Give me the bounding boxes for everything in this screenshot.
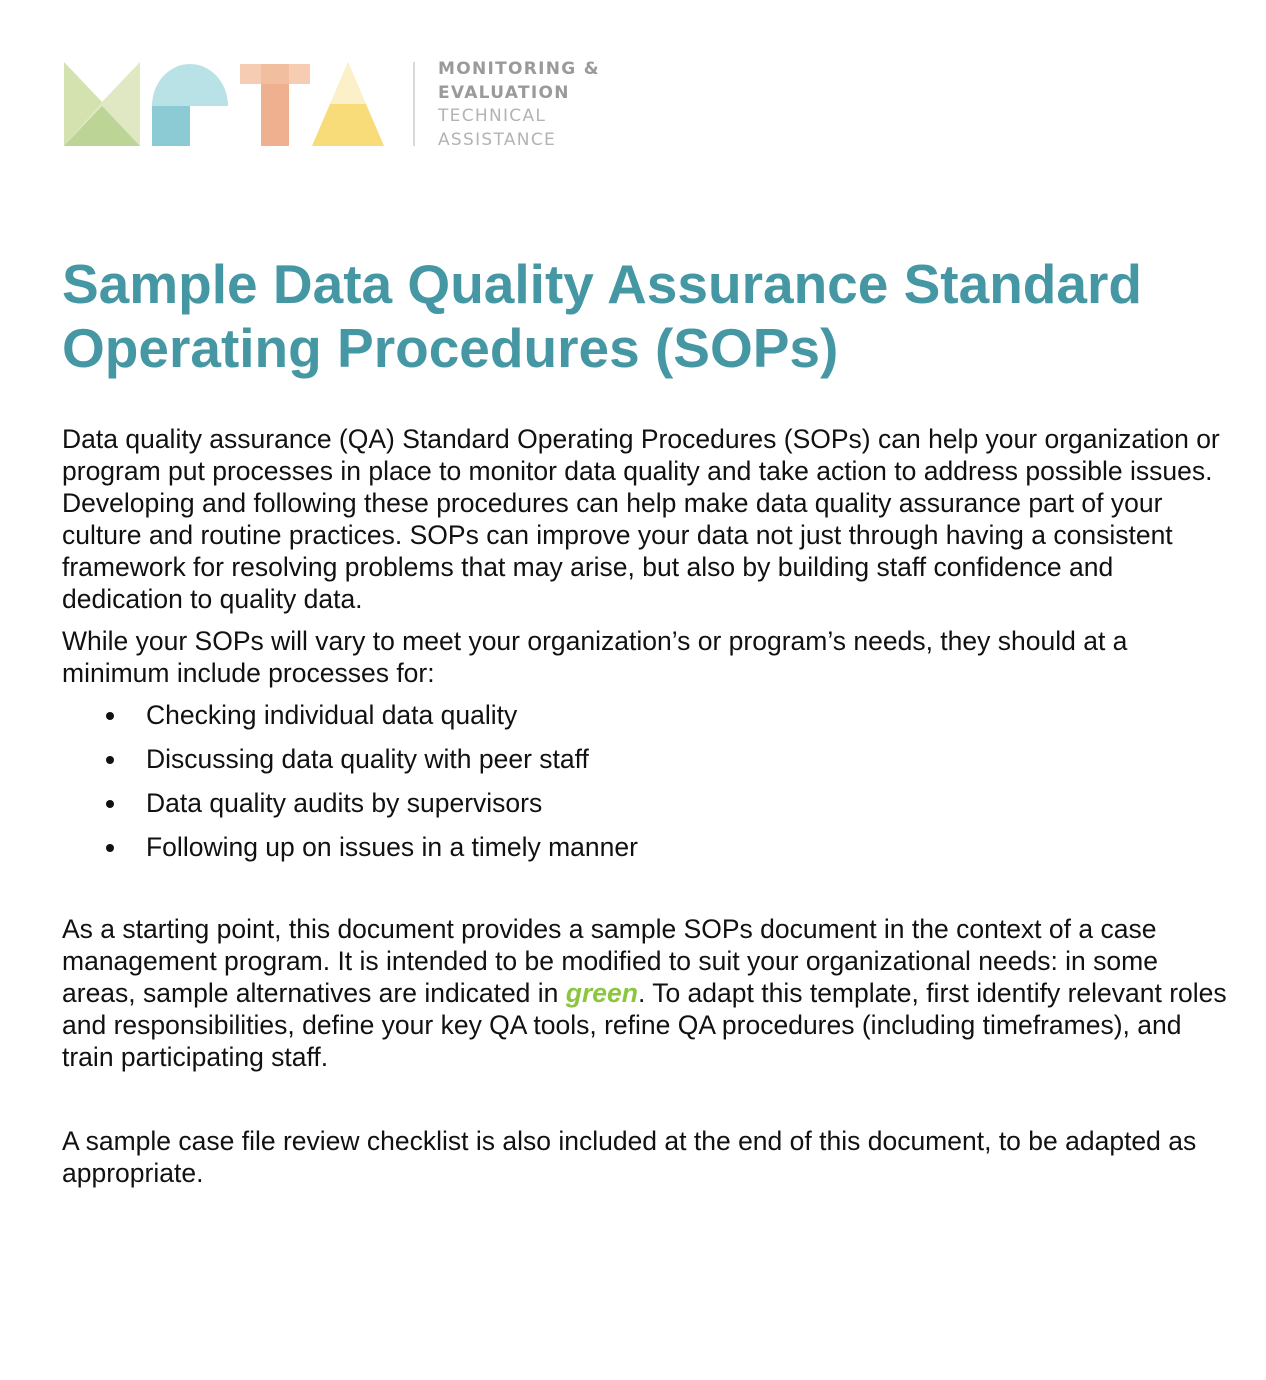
meta-logo-icon [64,62,388,148]
list-item [62,743,638,787]
list-item-text: Checking individual data quality [146,700,518,730]
list-item-text: Discussing data quality with peer staff [146,744,589,774]
processes-paragraph: While your SOPs will vary to meet your organization’s or program’s needs, they should at a minimum include processes for: [62,626,1128,688]
logo-line-assistance: ASSISTANCE [438,129,557,150]
list-item [62,831,638,875]
bullet-icon [106,756,114,764]
logo-line-technical: TECHNICAL [438,106,547,126]
starting-point-text-end: . To adapt this template, first identify relevant roles and responsibilities, define your key QA tools, refine QA procedures (including timeframes), and train participating staff. [62,978,1227,1072]
list-item-text: Data quality audits by supervisors [146,788,543,818]
list-item [62,699,638,743]
logo-line-evaluation: EVALUATION [438,82,570,103]
starting-point-paragraph [62,913,1237,1073]
logo-divider [413,62,415,146]
header [64,58,600,150]
document-title: Sample Data Quality Assurance Standard Operating Procedures (SOPs) [62,253,1142,379]
starting-point-text: As a starting point, this document provides a sample SOPs document in the context of a case management program. It is intended to be modified to suit your organizational needs: in some areas, sample alternatives are indicated in [62,914,1158,1008]
process-list [62,699,638,875]
list-item [62,787,638,831]
bullet-icon [106,712,114,720]
green-highlight: green [565,978,638,1008]
checklist-paragraph: A sample case file review checklist is also included at the end of this document, to be adapted as appropriate. [62,1126,1197,1188]
logo-tagline [438,58,600,152]
intro-paragraph: Data quality assurance (QA) Standard Operating Procedures (SOPs) can help your organization or program put processes in place to monitor data quality and take action to address possible issues. Developing and following these procedures can help make data quality assurance part of your culture and routine practices. SOPs can improve your data not just through having a consistent framework for resolving problems that may arise, but also by building staff confidence and dedication to quality data. [62,424,1220,614]
logo-line-monitoring: MONITORING & [438,59,600,79]
list-item-text: Following up on issues in a timely manner [146,832,638,862]
bullet-icon [106,800,114,808]
bullet-icon [106,844,114,852]
